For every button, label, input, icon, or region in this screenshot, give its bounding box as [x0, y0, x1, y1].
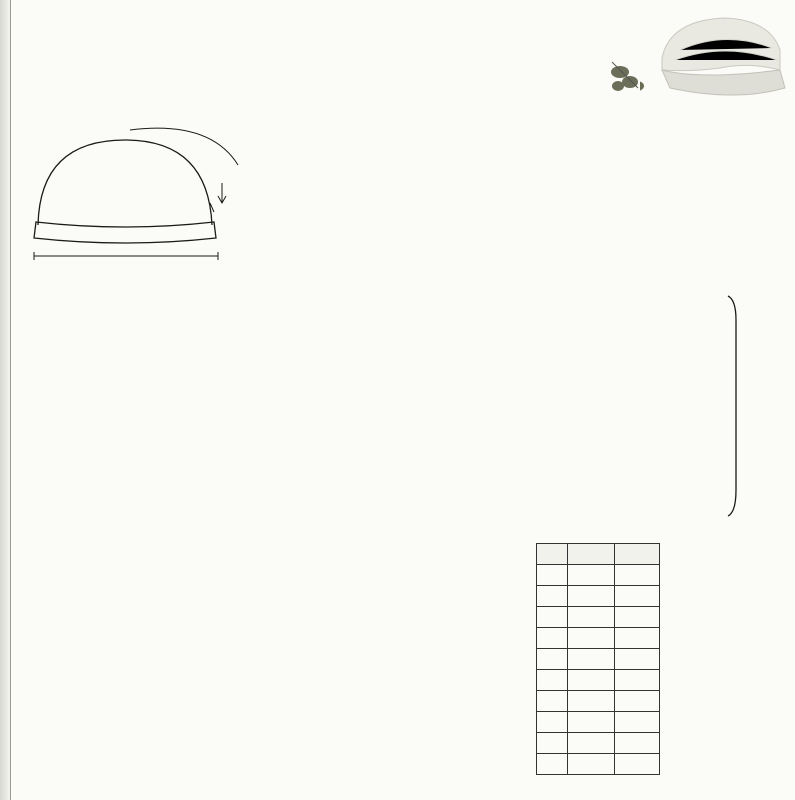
cell-round	[537, 733, 568, 754]
table-row	[537, 712, 660, 733]
cell-stitches	[568, 628, 615, 649]
header-stitches	[568, 544, 615, 565]
cell-increase	[615, 628, 660, 649]
table-row	[537, 586, 660, 607]
cell-stitches	[568, 691, 615, 712]
cell-stitches	[568, 607, 615, 628]
table-row	[537, 565, 660, 586]
cell-increase	[615, 586, 660, 607]
cell-increase	[615, 691, 660, 712]
cell-increase	[615, 733, 660, 754]
cell-increase	[615, 712, 660, 733]
cell-increase	[615, 607, 660, 628]
cell-round	[537, 607, 568, 628]
cell-stitches	[568, 754, 615, 775]
cell-round	[537, 565, 568, 586]
header-increase	[615, 544, 660, 565]
table-row	[537, 628, 660, 649]
cell-stitches	[568, 586, 615, 607]
table-header-row	[537, 544, 660, 565]
cell-stitches	[568, 649, 615, 670]
table-row	[537, 733, 660, 754]
cell-round	[537, 754, 568, 775]
cell-round	[537, 649, 568, 670]
cell-increase	[615, 754, 660, 775]
table-row	[537, 649, 660, 670]
cell-stitches	[568, 565, 615, 586]
cell-increase	[615, 649, 660, 670]
hat-structure-diagram	[34, 128, 238, 260]
cell-round	[537, 712, 568, 733]
cell-stitches	[568, 733, 615, 754]
increase-table	[536, 543, 660, 775]
cell-increase	[615, 670, 660, 691]
cell-round	[537, 691, 568, 712]
cell-round	[537, 670, 568, 691]
table-row	[537, 691, 660, 712]
cell-stitches	[568, 670, 615, 691]
cell-round	[537, 586, 568, 607]
cell-increase	[615, 565, 660, 586]
header-rounds	[537, 544, 568, 565]
table-row	[537, 607, 660, 628]
cell-round	[537, 628, 568, 649]
table-row	[537, 670, 660, 691]
side-note	[744, 346, 764, 368]
side-bracket	[728, 296, 736, 516]
cell-stitches	[568, 712, 615, 733]
table-row	[537, 754, 660, 775]
